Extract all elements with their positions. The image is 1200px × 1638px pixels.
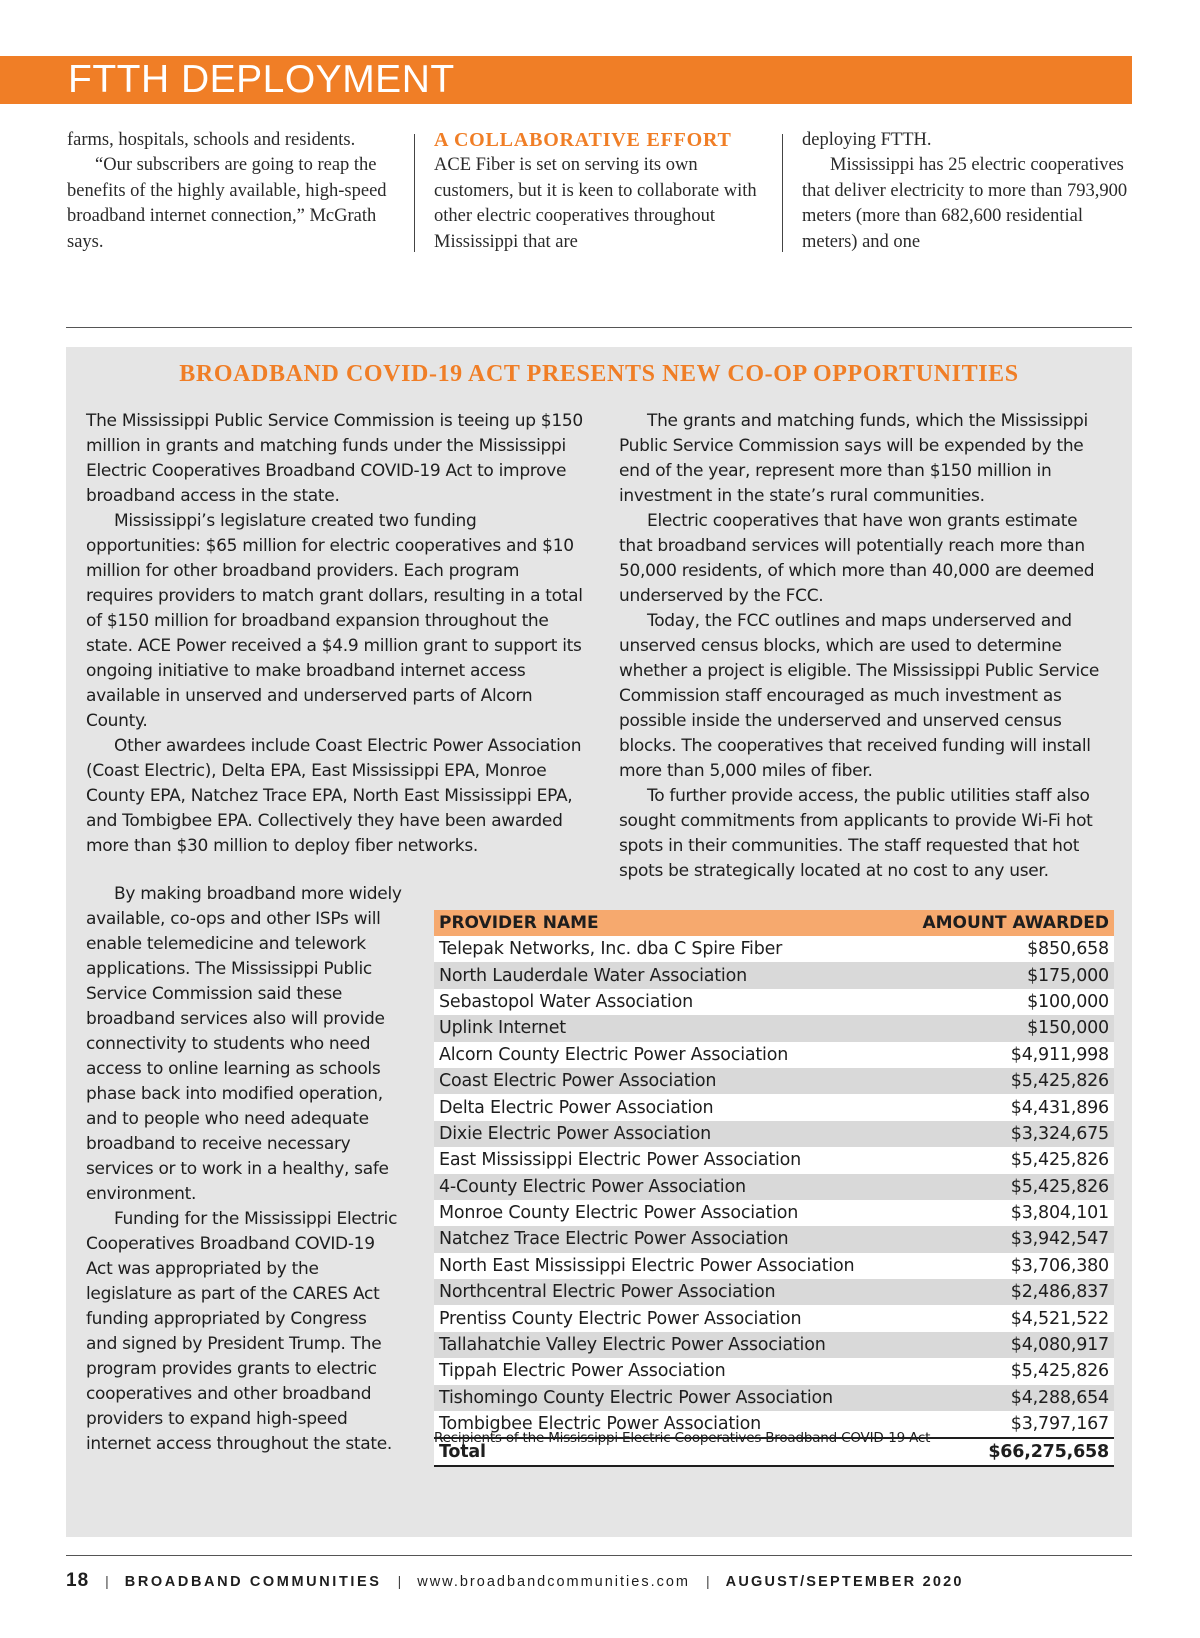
amount-awarded-cell: $3,942,547 — [899, 1226, 1114, 1252]
amount-awarded-cell: $3,706,380 — [899, 1253, 1114, 1279]
amount-awarded-cell: $4,431,896 — [899, 1094, 1114, 1120]
provider-name-cell: Delta Electric Power Association — [434, 1094, 899, 1120]
amount-awarded-cell: $4,521,522 — [899, 1305, 1114, 1331]
page-footer — [66, 1568, 964, 1594]
awards-table — [434, 910, 1114, 1467]
sidebar-paragraph: The Mississippi Public Service Commission is teeing up $150 million in grants and matching funds under the Mississippi Electric Cooperatives Broadband COVID-19 Act to improve broadband access in the state. — [86, 411, 583, 506]
amount-awarded-cell: $5,425,826 — [899, 1174, 1114, 1200]
section-banner — [0, 56, 1132, 104]
table-row — [434, 1226, 1114, 1252]
table-row — [434, 1147, 1114, 1173]
column-divider — [782, 134, 783, 252]
awards-table-wrapper — [434, 910, 1114, 1467]
provider-name-cell: Dixie Electric Power Association — [434, 1121, 899, 1147]
article-column-2 — [434, 128, 764, 256]
sidebar-paragraph: Mississippi’s legislature created two funding opportunities: $65 million for electric cooperatives and $10 million for other broadband providers. Each program requires providers to match grant dollars, resulting in a total of $150 million for broadband expansion throughout the state. ACE Power received a $4.9 million grant to support its ongoing initiative to make broadband internet access available in unserved and underserved parts of Alcorn County. — [86, 511, 583, 731]
column-divider — [414, 134, 415, 252]
article-column-1 — [67, 128, 397, 256]
table-row — [434, 989, 1114, 1015]
table-row — [434, 1121, 1114, 1147]
sidebar-paragraph: To further provide access, the public utilities staff also sought commitments from applicants to provide Wi-Fi hot spots in their communities. The staff requested that hot spots be strategically located at no cost to any user. — [619, 786, 1093, 881]
sidebar-box — [66, 347, 1132, 1537]
amount-awarded-cell: $2,486,837 — [899, 1279, 1114, 1305]
sidebar-paragraph: Electric cooperatives that have won grants estimate that broadband services will potentially reach more than 50,000 residents, of which more than 40,000 are deemed underserved by the FCC. — [619, 511, 1095, 606]
amount-awarded-cell: $5,425,826 — [899, 1147, 1114, 1173]
amount-awarded-cell: $3,804,101 — [899, 1200, 1114, 1226]
section-title: FTTH DEPLOYMENT — [68, 58, 455, 101]
table-row — [434, 1068, 1114, 1094]
provider-name-cell: Natchez Trace Electric Power Association — [434, 1226, 899, 1252]
provider-name-cell: North East Mississippi Electric Power Association — [434, 1253, 899, 1279]
footer-separator: | — [397, 1573, 402, 1589]
footer-separator: | — [105, 1573, 109, 1589]
provider-name-cell: East Mississippi Electric Power Association — [434, 1147, 899, 1173]
table-row — [434, 1385, 1114, 1411]
sidebar-left-narrow-column — [86, 882, 402, 1457]
issue-date: AUGUST/SEPTEMBER 2020 — [725, 1574, 964, 1590]
footer-separator: | — [706, 1573, 710, 1589]
amount-awarded-cell: $175,000 — [899, 962, 1114, 988]
sidebar-title: BROADBAND COVID-19 ACT PRESENTS NEW CO-OP OPPORTUNITIES — [179, 361, 1019, 387]
provider-name-cell: Telepak Networks, Inc. dba C Spire Fiber — [434, 936, 899, 962]
sidebar-right-column — [619, 409, 1114, 884]
total-label: Total — [434, 1438, 899, 1466]
provider-name-cell: Tombigbee Electric Power Association — [434, 1411, 899, 1438]
amount-awarded-cell: $5,425,826 — [899, 1068, 1114, 1094]
table-row — [434, 1279, 1114, 1305]
footer-divider — [66, 1555, 1132, 1556]
article-paragraph: “Our subscribers are going to reap the benefits of the highly available, high-speed broadband internet connection,” McGrath says. — [67, 155, 387, 252]
total-value: $66,275,658 — [899, 1438, 1114, 1466]
article-paragraph: ACE Fiber is set on serving its own customers, but it is keen to collaborate with other electric cooperatives throughout Mississippi that are — [434, 155, 757, 252]
table-row — [434, 1015, 1114, 1041]
provider-name-cell: North Lauderdale Water Association — [434, 962, 899, 988]
table-row — [434, 1253, 1114, 1279]
table-row — [434, 962, 1114, 988]
table-row — [434, 1332, 1114, 1358]
article-paragraph: Mississippi has 25 electric cooperatives that deliver electricity to more than 793,900 meters (more than 682,600 residential meters) and one — [802, 155, 1128, 252]
table-row — [434, 1358, 1114, 1384]
section-heading: A COLLABORATIVE EFFORT — [434, 129, 732, 151]
table-header-row — [434, 910, 1114, 936]
provider-name-cell: Tallahatchie Valley Electric Power Association — [434, 1332, 899, 1358]
table-row — [434, 1174, 1114, 1200]
amount-awarded-cell: $5,425,826 — [899, 1358, 1114, 1384]
provider-name-cell: Northcentral Electric Power Association — [434, 1279, 899, 1305]
amount-awarded-cell: $4,911,998 — [899, 1042, 1114, 1068]
amount-awarded-cell: $100,000 — [899, 989, 1114, 1015]
amount-awarded-cell: $4,080,917 — [899, 1332, 1114, 1358]
amount-awarded-header: AMOUNT AWARDED — [899, 910, 1114, 936]
publication-url: www.broadbandcommunities.com — [417, 1574, 691, 1590]
amount-awarded-cell: $150,000 — [899, 1015, 1114, 1041]
provider-name-header: PROVIDER NAME — [434, 910, 899, 936]
article-column-3 — [802, 128, 1132, 256]
provider-name-cell: Prentiss County Electric Power Association — [434, 1305, 899, 1331]
amount-awarded-cell: $4,288,654 — [899, 1385, 1114, 1411]
provider-name-cell: Coast Electric Power Association — [434, 1068, 899, 1094]
sidebar-paragraph: Today, the FCC outlines and maps underserved and unserved census blocks, which are used to determine whether a project is eligible. The Mississippi Public Service Commission staff encouraged as much investment as possible inside the underserved and unserved census blocks. The cooperatives that received funding will install more than 5,000 miles of fiber. — [619, 611, 1100, 781]
provider-name-cell: Sebastopol Water Association — [434, 989, 899, 1015]
article-paragraph: farms, hospitals, schools and residents. — [67, 130, 356, 150]
amount-awarded-cell: $3,797,167 — [899, 1411, 1114, 1438]
sidebar-paragraph: Other awardees include Coast Electric Power Association (Coast Electric), Delta EPA, East Mississippi EPA, Monroe County EPA, Natchez Trace EPA, North East Mississippi EPA, and Tombigbee EPA. Collectively they have been awarded more than $30 million to deploy fiber networks. — [86, 736, 582, 856]
table-row — [434, 1200, 1114, 1226]
table-row — [434, 1305, 1114, 1331]
section-divider — [66, 327, 1132, 328]
provider-name-cell: Tishomingo County Electric Power Association — [434, 1385, 899, 1411]
table-caption: Recipients of the Mississippi Electric Cooperatives Broadband COVID-19 Act — [434, 1430, 931, 1446]
provider-name-cell: 4-County Electric Power Association — [434, 1174, 899, 1200]
provider-name-cell: Uplink Internet — [434, 1015, 899, 1041]
amount-awarded-cell: $3,324,675 — [899, 1121, 1114, 1147]
table-row — [434, 936, 1114, 962]
amount-awarded-cell: $850,658 — [899, 936, 1114, 962]
provider-name-cell: Tippah Electric Power Association — [434, 1358, 899, 1384]
provider-name-cell: Monroe County Electric Power Association — [434, 1200, 899, 1226]
sidebar-left-column — [86, 409, 586, 859]
article-paragraph: deploying FTTH. — [802, 130, 932, 150]
sidebar-paragraph: The grants and matching funds, which the Mississippi Public Service Commission says will be expended by the end of the year, represent more than $150 million in investment in the state’s rural communities. — [619, 411, 1088, 506]
table-row — [434, 1094, 1114, 1120]
sidebar-paragraph: By making broadband more widely available, co-ops and other ISPs will enable telemedicine and telework applications. The Mississippi Public Service Commission said these broadband services also will provide connectivity to students who need access to online learning as schools phase back into modified operation, and to people who need adequate broadband to receive necessary services or to work in a healthy, safe environment. — [86, 884, 402, 1204]
page-number: 18 — [66, 1570, 90, 1591]
table-row — [434, 1042, 1114, 1068]
publication-name: BROADBAND COMMUNITIES — [124, 1574, 382, 1590]
sidebar-paragraph: Funding for the Mississippi Electric Cooperatives Broadband COVID-19 Act was appropriated by the legislature as part of the CARES Act funding appropriated by Congress and signed by President Trump. The program provides grants to electric cooperatives and other broadband providers to expand high-speed internet access throughout the state. — [86, 1209, 398, 1454]
provider-name-cell: Alcorn County Electric Power Association — [434, 1042, 899, 1068]
